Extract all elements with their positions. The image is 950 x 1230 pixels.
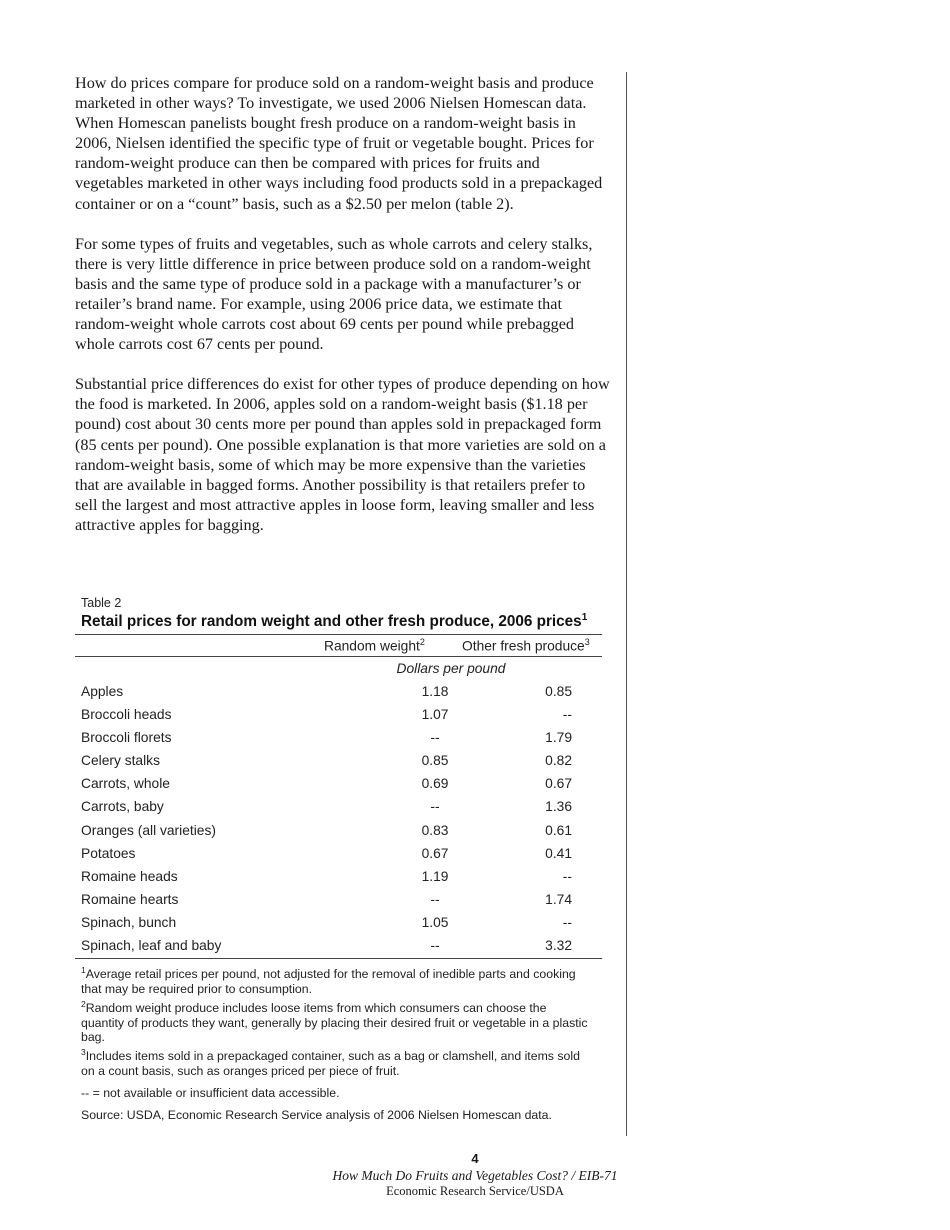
footnote-mark: 2 bbox=[81, 998, 86, 1009]
page-number: 4 bbox=[471, 1151, 479, 1166]
other-fresh-value: 1.74 bbox=[545, 891, 572, 907]
other-fresh-value: 0.82 bbox=[545, 753, 572, 769]
row-label: Apples bbox=[81, 684, 124, 699]
row-label: Carrots, whole bbox=[81, 776, 170, 792]
na-note: -- = not available or insufficient data accessible. bbox=[81, 1085, 340, 1100]
paragraph: How do prices compare for produce sold on a random-weight basis and produce marketed in other ways? To investigate, we used 2006 Nielsen Homescan data. When Homescan panelists bought fresh produce on a random-weight basis in 2006, Nielsen identified the specific type of fruit or vegetable bought. Prices for random-weight produce can then be compared with prices for fruits and vegetables marketed in other ways including food products sold in a prepackaged container or on a “count” basis, such as a $2.50 per melon (table 2). bbox=[75, 74, 603, 213]
footnote-text: Average retail prices per pound, not adjusted for the removal of inedible parts and cooking that may be required prior to consumption. bbox=[81, 967, 576, 996]
other-fresh-value: 0.67 bbox=[545, 776, 572, 792]
row-label: Romaine hearts bbox=[81, 891, 179, 907]
publication-title: How Much Do Fruits and Vegetables Cost? / EIB-71 bbox=[332, 1168, 618, 1183]
footnote-text: Random weight produce includes loose items from which consumers can choose the quantity of products they want, generally by placing their desired fruit or vegetable in a plastic bag. bbox=[81, 1000, 588, 1045]
paragraph: Substantial price differences do exist for other types of produce depending on how the food is marketed. In 2006, apples sold on a random-weight basis ($1.18 per pound) cost about 30 cents more per pound than apples sold in prepackaged form (85 cents per pound). One possible explanation is that more varieties are sold on a random-weight basis, some of which may be more expensive than the varieties that are available in bagged forms. Another possibility is that retailers prefer to sell the largest and most attractive apples in loose form, leaving smaller and less attractive apples for bagging. bbox=[75, 375, 610, 534]
column-header-other-fresh bbox=[462, 637, 590, 654]
table-title bbox=[81, 612, 587, 631]
row-label: Broccoli heads bbox=[81, 707, 172, 723]
column-header-label: Random weight bbox=[324, 638, 420, 654]
table-row bbox=[75, 703, 602, 726]
column-header-random-weight bbox=[324, 637, 425, 654]
table-top-rule bbox=[75, 634, 602, 635]
table-title-footnote-mark: 1 bbox=[581, 612, 588, 623]
random-weight-value: 1.18 bbox=[421, 684, 449, 699]
units-label: Dollars per pound bbox=[396, 661, 506, 676]
footnote-3 bbox=[81, 1045, 591, 1079]
table-row bbox=[75, 865, 602, 888]
random-weight-value: 0.83 bbox=[421, 822, 449, 838]
table-bottom-rule bbox=[75, 958, 602, 959]
random-weight-value: 1.07 bbox=[421, 707, 449, 723]
table-row bbox=[75, 749, 602, 772]
column-header-footnote-mark: 3 bbox=[584, 637, 590, 647]
row-label: Romaine heads bbox=[81, 868, 178, 884]
footnote-2 bbox=[81, 997, 591, 1045]
footnote-1 bbox=[81, 963, 591, 997]
table-title-text: Retail prices for random weight and other fresh produce, 2006 prices bbox=[81, 613, 582, 631]
row-label: Oranges (all varieties) bbox=[81, 822, 216, 838]
random-weight-value: -- bbox=[430, 938, 440, 954]
table-row bbox=[75, 911, 602, 934]
random-weight-value: 1.19 bbox=[421, 868, 449, 884]
other-fresh-value: 0.61 bbox=[545, 822, 572, 838]
table-row bbox=[75, 888, 602, 911]
random-weight-value: -- bbox=[430, 730, 440, 746]
table-row bbox=[75, 795, 602, 818]
table-notes bbox=[81, 963, 591, 1122]
column-header-label: Other fresh produce bbox=[462, 638, 585, 654]
row-label: Spinach, leaf and baby bbox=[81, 938, 222, 954]
source-note: Source: USDA, Economic Research Service analysis of 2006 Nielsen Homescan data. bbox=[81, 1107, 552, 1122]
footnote-text: Includes items sold in a prepackaged container, such as a bag or clamshell, and items sold on a count basis, such as oranges priced per piece of fruit. bbox=[81, 1049, 580, 1079]
margin-rule bbox=[626, 72, 627, 1136]
table-body bbox=[75, 680, 602, 957]
table-row bbox=[75, 819, 602, 842]
table-row bbox=[75, 934, 602, 957]
other-fresh-value: 1.36 bbox=[545, 799, 572, 815]
other-fresh-value: 0.41 bbox=[545, 845, 572, 861]
paragraph: For some types of fruits and vegetables, such as whole carrots and celery stalks, there is very little difference in price between produce sold on a random-weight basis and the same type of produce sold in a package with a manufacturer’s or retailer’s brand name. For example, using 2006 price data, we estimate that random-weight whole carrots cost about 69 cents per pound while prebagged whole carrots cost 67 cents per pound. bbox=[75, 234, 593, 354]
footnote-mark: 3 bbox=[81, 1047, 86, 1058]
random-weight-value: -- bbox=[430, 891, 440, 907]
table-row bbox=[75, 680, 602, 703]
agency-name: Economic Research Service/USDA bbox=[386, 1184, 564, 1198]
random-weight-value: 1.05 bbox=[421, 914, 449, 930]
row-label: Carrots, baby bbox=[81, 799, 164, 815]
table-row bbox=[75, 842, 602, 865]
other-fresh-value: -- bbox=[562, 914, 572, 930]
row-label: Potatoes bbox=[81, 845, 136, 861]
footnote-mark: 1 bbox=[81, 965, 86, 975]
body-text bbox=[75, 73, 610, 555]
table-label: Table 2 bbox=[81, 596, 122, 610]
header-rule bbox=[75, 656, 602, 657]
random-weight-value: 0.69 bbox=[421, 776, 449, 792]
other-fresh-value: 3.32 bbox=[545, 938, 572, 954]
row-label: Spinach, bunch bbox=[81, 914, 177, 930]
column-header-footnote-mark: 2 bbox=[419, 637, 425, 647]
other-fresh-value: 1.79 bbox=[545, 730, 572, 746]
random-weight-value: 0.85 bbox=[421, 753, 449, 769]
other-fresh-value: -- bbox=[562, 868, 572, 884]
table-row bbox=[75, 772, 602, 795]
random-weight-value: -- bbox=[430, 799, 440, 815]
other-fresh-value: 0.85 bbox=[545, 684, 572, 699]
random-weight-value: 0.67 bbox=[421, 845, 449, 861]
other-fresh-value: -- bbox=[562, 707, 572, 723]
page-footer bbox=[300, 1150, 650, 1199]
row-label: Broccoli florets bbox=[81, 730, 172, 746]
table-row bbox=[75, 726, 602, 749]
row-label: Celery stalks bbox=[81, 753, 160, 769]
